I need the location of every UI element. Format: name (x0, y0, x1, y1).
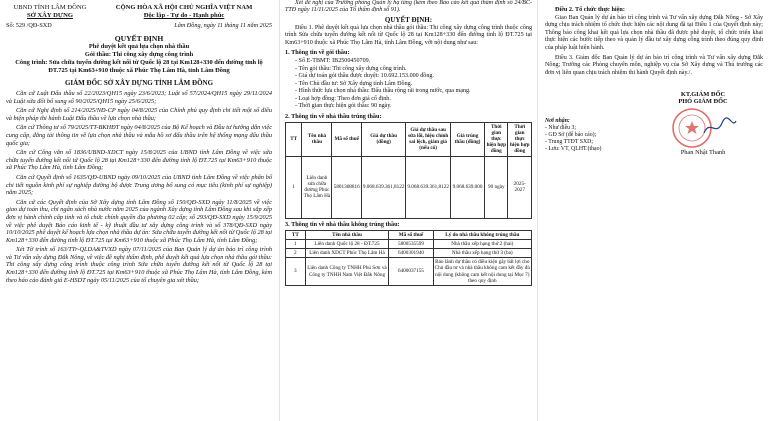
table-header: Thời gian thực hiện hợp đồng (486, 123, 507, 155)
table-cell: 5801308816 (332, 156, 361, 218)
package-name: Gói thầu: Thi công xây dựng công trình (84, 51, 194, 58)
list-item: - Như điều 3; (545, 125, 576, 132)
article-2-heading: Điều 2. Tổ chức thực hiện: (555, 6, 625, 13)
document-number: Số: 529 /QĐ-SXD (6, 22, 52, 29)
page-divider (537, 0, 538, 421)
national-motto: Độc lập - Tự do - Hạnh phúc (143, 12, 225, 19)
table-header: Giá trúng thầu (đồng) (450, 122, 484, 156)
table-header: TT (286, 122, 302, 156)
table-row (286, 156, 532, 218)
list-item: - Số E-TBMT: IB2500450709. (295, 58, 371, 65)
list-item: - Trung TTĐT SXD; (545, 139, 593, 146)
table-header: TT (286, 230, 306, 239)
table-header: Mã số thuế (389, 230, 433, 239)
table-cell: 6400301940 (389, 248, 433, 257)
document-header (6, 4, 272, 20)
table-cell: Liên danh Công ty TNHH Phú Sơn và Công ty TNHH Nam Việt Đắk Nông (305, 258, 389, 286)
decide-heading: QUYẾT ĐỊNH: (384, 15, 433, 24)
organization-name: SỞ XÂY DỰNG (26, 12, 74, 19)
page-3-column (539, 0, 771, 421)
legal-basis-5: Căn cứ Quyết định số 1635/QĐ-UBND ngày 09/10/2025 của UBND tỉnh Lâm Đồng về việc phân bổ chi tiết nguồn kinh phí sự nghiệp đường bộ được Trung ương bổ sung có mục tiêu (kinh phí sự nghiệp) năm 2025; (6, 173, 272, 197)
table-header: Thời gian thực hiện hợp đồng (508, 122, 532, 156)
legal-basis-7: Xét Tờ trình số 163/TTr-QLDA&TVXD ngày 07/11/2025 của Ban Quản lý dự án bảo trì công trình và Tư vấn xây dựng Đắk Nông, về việc đề nghị thẩm định, phê duyệt kết quả lựa chọn nhà thầu gói thầu: Thi công xây dựng công trình thuộc công trình Sửa chữa tuyến đường kết nối từ Quốc lộ 28 tại Km128+330 đến đường tỉnh lộ ĐT.725 tại Km63+910 thuộc xã Phúc Thọ Lâm Hà, tỉnh Lâm Đồng, kèm theo báo cáo đánh giá E-HSDT ngày 05/11/2025 của tổ chuyên gia xét thầu; (6, 246, 272, 284)
table-cell: 1 (286, 156, 302, 218)
nation-name: CỘNG HÒA XÃ HỘI CHỦ NGHĨA VIỆT NAM (115, 4, 253, 11)
national-heading (96, 4, 272, 20)
table-cell: Liên danh Quốc lộ 28 - ĐT.725 (305, 239, 389, 248)
preamble (6, 90, 272, 284)
table-row (286, 239, 532, 248)
review-intro: Xét đề nghị của Trưởng phòng Quản lý hạ tầng (kèm theo Báo cáo kết quả thẩm định số 24/BC-TTĐ ngày 11/11/2025 của Tổ thẩm định số 91). (285, 0, 532, 14)
parent-organization: UBND TỈNH LÂM ĐỒNG (13, 4, 87, 11)
section-package-info: 1. Thông tin về gói thầu: (285, 49, 350, 57)
signer-name: Phan Nhật Thanh (680, 149, 726, 157)
table-header: Giá dự thầu sau sửa lỗi, hiệu chỉnh sai lệch, giảm giá (nếu có) (406, 122, 451, 156)
list-item: - Loại hợp đồng: Theo đơn giá cố định. (295, 95, 391, 102)
losing-bidders-table (285, 230, 532, 286)
package-info-list (285, 58, 532, 111)
table-cell: Liên danh sửa chữa đường Phúc Thọ Lâm Hà (302, 156, 332, 218)
table-cell: Bảo lãnh dự thầu có điều kiện gây bất lợi cho Chủ đầu tư và nhà thầu không cam kết đầy đủ nội dung (không cam kết nội dung tại Mục 7) theo quy định (434, 259, 530, 284)
table-header: Mã số thuế (332, 122, 361, 156)
table-header-row (286, 122, 532, 156)
table-header: Lý do nhà thầu không trúng thầu (433, 230, 531, 239)
table-cell: 6400037155 (389, 258, 433, 286)
list-item: - Tên gói thầu: Thi công xây dựng công trình. (295, 65, 407, 72)
list-item: - Hình thức lựa chọn nhà thầu: Đấu thầu rộng rãi trong nước, qua mạng. (295, 88, 471, 95)
article-2-body: Giao Ban Quản lý dự án bảo trì công trình và Tư vấn xây dựng Đắk Nông - Sở Xây dựng chịu trách nhiệm tổ chức thực hiện các nội dung đã tại Điều 1 của Quyết định này; Thông báo công khai kết quả lựa chọn nhà thầu đã được phê duyệt, tổ chức triển khai thực hiện các bước tiếp theo và quản lý đầu tư xây dựng công trình theo đúng quy định của pháp luật hiện hành. (545, 15, 763, 51)
table-cell: 9.068.639.361,8122 (406, 156, 451, 218)
section-losing-bidders: 3. Thông tin về nhà thầu không trúng thầu: (285, 220, 400, 228)
document-date: Lâm Đồng, ngày 11 tháng 11 năm 2025 (174, 22, 272, 29)
signer-delegation: KT.GIÁM ĐỐC (680, 91, 726, 99)
winning-bidder-table (285, 122, 532, 219)
table-cell: 90 ngày (485, 156, 508, 218)
table-cell: Liên danh XDCT Phúc Thọ Lâm Hà (305, 248, 389, 257)
document-meta (6, 22, 272, 29)
document-subject: Phê duyệt kết quả lựa chọn nhà thầu (88, 43, 190, 50)
table-cell: 2025-2027 (508, 156, 532, 218)
article-3: Điều 3. Giám đốc Ban Quản lý dự án bảo trì công trình và Tư vấn xây dựng Đắk Nông; Trưởng các Phòng chuyên môn, nghiệp vụ của Sở Xây dựng và Thủ trưởng các đơn vị liên quan chịu trách nhiệm thi hành Quyết định này./. (545, 55, 763, 76)
legal-basis-2: Căn cứ Nghị định số 214/2025/NĐ-CP ngày 04/8/2025 của Chính phủ quy định chi tiết một số điều và biện pháp thi hành Luật Đấu thầu về lựa chọn nhà thầu; (6, 107, 272, 122)
project-name: Công trình: Sửa chữa tuyến đường kết nối từ Quốc lộ 28 tại Km128+330 đến đường tỉnh lộ ĐT.725 tại Km63+910 thuộc xã Phúc Thọ Lâm Hà, tỉnh Lâm Đồng (15, 59, 263, 74)
table-row (286, 258, 532, 286)
page-1-column (0, 0, 278, 421)
table-header: Tên nhà thầu (302, 122, 332, 156)
list-item: - Giá dự toán gói thầu được duyệt: 10.692.153.000 đồng. (295, 73, 434, 80)
legal-basis-1: Căn cứ Luật Đấu thầu số 22/2023/QH15 ngày 23/6/2023; Luật số 57/2024/QH15 ngày 29/11/2024 và Luật sửa đổi bổ sung số 90/2025/QH15 ngày 25/6/2025; (6, 90, 272, 105)
legal-basis-4: Căn cứ Công văn số 1836/UBND-XDCT ngày 15/8/2025 của UBND tỉnh Lâm Đồng về việc sửa chữa tuyến đường kết nối từ Quốc lộ 28 tại Km128+330 đến đường tỉnh lộ ĐT.725 tại Km63+910 thuộc xã Phúc Thọ Lâm Hà, tỉnh Lâm Đồng; (6, 149, 272, 172)
issuing-body (6, 4, 94, 20)
table-cell: 2 (286, 248, 306, 257)
legal-basis-3: Căn cứ Thông tư số 79/2025/TT-BKHĐT ngày 04/8/2025 của Bộ Kế hoạch và Đầu tư hướng dẫn việc cung cấp, đăng tải thông tin về lựa chọn nhà thầu và mẫu hồ sơ đấu thầu trên hệ thống mạng đấu thầu quốc gia; (6, 124, 272, 147)
signature-area (643, 91, 763, 156)
signer-title: PHÓ GIÁM ĐỐC (678, 98, 728, 106)
legal-basis-6: Căn cứ các Quyết định của Sở Xây dựng tỉnh Lâm Đồng số 150/QĐ-SXD ngày 11/8/2025 về việc giao dự toán thu, chi ngân sách nhà nước năm 2025 của ngành Xây dựng tỉnh Lâm Đồng sau khi sắp xếp đơn vị hành chính cấp tỉnh và tổ chức chính quyền địa phương 02 cấp; số 293/QĐ-SXD ngày 15/9/2025 về việc phê duyệt Báo cáo kinh tế - kỹ thuật đầu tư xây dựng công trình và số 378/QĐ-SXD ngày 10/10/2025 phê duyệt kế hoạch lựa chọn nhà thầu dự án: Sửa chữa tuyến đường kết nối từ Quốc lộ 28 tại Km128+330 đến đường tỉnh lộ ĐT.725 tại Km63+910 thuộc xã Phúc Thọ Lâm Hà, tỉnh Lâm Đồng; (6, 198, 272, 244)
table-cell: 9.068.639.361,8122 (361, 156, 406, 218)
page-2-column (281, 0, 536, 421)
list-item: - GĐ Sở (để báo cáo); (545, 132, 597, 139)
table-header: Giá dự thầu (đồng) (361, 122, 406, 156)
table-cell: 5800535599 (389, 239, 433, 248)
table-row (286, 248, 532, 257)
table-cell: 1 (286, 239, 306, 248)
table-cell: 9.068.639.000 (450, 156, 484, 218)
list-item: - Lưu: VT, QLHT.(thạo) (545, 146, 602, 153)
table-cell: Nhà thầu xếp hạng thứ 2 (hai) (433, 239, 531, 248)
table-header-row (286, 230, 532, 239)
list-item: - Thời gian thực hiện gói thầu: 90 ngày. (295, 103, 392, 110)
recipients-title: Nơi nhận: (545, 118, 570, 125)
list-item: - Tên Chủ đầu tư: Sở Xây dựng tỉnh Lâm Đồng. (295, 80, 413, 87)
authority-heading: GIÁM ĐỐC SỞ XÂY DỰNG TỈNH LÂM ĐỒNG (64, 79, 214, 87)
table-cell: Nhà thầu xếp hạng thứ 3 (ba) (433, 248, 531, 257)
article-1: Điều 1. Phê duyệt kết quả lựa chọn nhà thầu gói thầu: Thi công xây dựng công trình thuộc công trình Sửa chữa tuyến đường kết nối từ Quốc lộ 28 tại Km128+330 đến đường tỉnh lộ ĐT.725 tại Km63+910 thuộc xã Phúc Thọ Lâm Hà, tỉnh Lâm Đồng, với nội dung như sau: (285, 24, 532, 46)
table-header: Tên nhà thầu (305, 230, 389, 239)
official-seal-icon (668, 107, 738, 149)
document-title: QUYẾT ĐỊNH (114, 34, 164, 43)
table-cell: 3 (286, 258, 306, 286)
page-divider (279, 0, 280, 421)
section-winning-bidder: 2. Thông tin về nhà thầu trúng thầu: (285, 112, 382, 120)
